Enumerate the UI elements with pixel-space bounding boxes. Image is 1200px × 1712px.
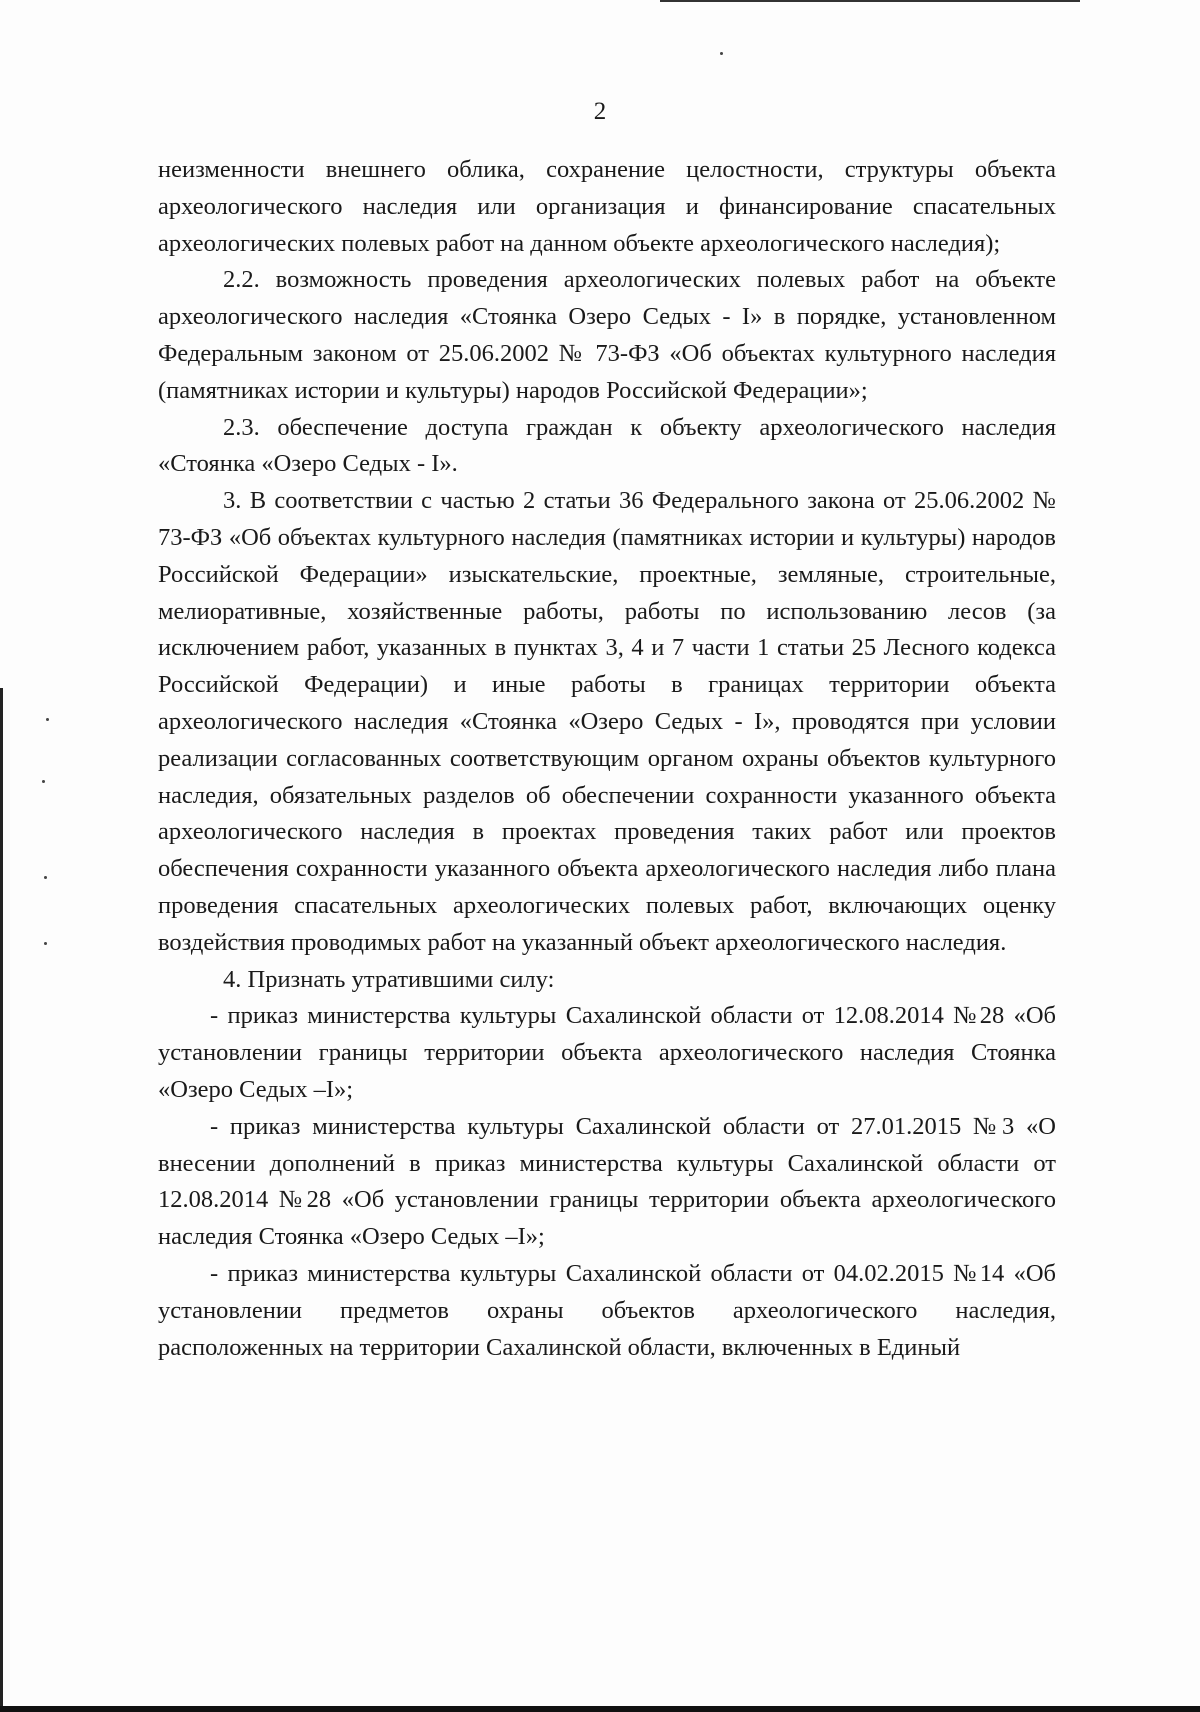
document-body <box>158 152 1056 1366</box>
paragraph-continuation: неизменности внешнего облика, сохранение целостности, структуры объекта археологического наследия или организация и финансирование спасательных археологических полевых работ на данном объекте археологического наследия); <box>158 156 1056 257</box>
paragraph-2-3: 2.3. обеспечение доступа граждан к объекту археологического наследия «Стоянка «Озеро Седых - I». <box>158 413 1056 478</box>
scan-speck <box>44 876 47 879</box>
scan-edge-bottom <box>0 1706 1200 1712</box>
scan-speck <box>720 52 723 55</box>
scan-edge-left <box>0 688 3 1712</box>
list-item-order-3: - приказ министерства культуры Сахалинской области от 27.01.2015 №3 «О внесении дополнений в приказ министерства культуры Сахалинской области от 12.08.2014 №28 «Об установлении границы территории объекта археологического наследия Стоянка «Озеро Седых –I»; <box>158 1112 1056 1251</box>
paragraph-4: 4. Признать утратившими силу: <box>223 965 555 993</box>
page-number: 2 <box>593 98 607 125</box>
scan-speck <box>44 942 47 945</box>
scan-edge-top <box>660 0 1080 2</box>
scan-speck <box>46 718 49 721</box>
list-item-order-14: - приказ министерства культуры Сахалинской области от 04.02.2015 №14 «Об установлении предметов охраны объектов археологического наследия, расположенных на территории Сахалинской области, включенных в Единый <box>158 1259 1056 1361</box>
list-item-order-28: - приказ министерства культуры Сахалинской области от 12.08.2014 №28 «Об установлении границы территории объекта археологического наследия Стоянка «Озеро Седых –I»; <box>158 1002 1056 1103</box>
paragraph-3: 3. В соответствии с частью 2 статьи 36 Федерального закона от 25.06.2002 № 73-ФЗ «Об объектах культурного наследия (памятниках истории и культуры) народов Российской Федерации» изыскательские, проектные, земляные, строительные, мелиоративные, хозяйственные работы, работы по использованию лесов (за исключением работ, указанных в пунктах 3, 4 и 7 части 1 статьи 25 Лесного кодекса Российской Федерации) и иные работы в границах территории объекта археологического наследия «Стоянка «Озеро Седых - I», проводятся при условии реализации согласованных соответствующим органом охраны объектов культурного наследия, обязательных разделов об обеспечении сохранности указанного объекта археологического наследия в проектах проведения таких работ или проектов обеспечения сохранности указанного объекта археологического наследия либо плана проведения спасательных археологических полевых работ, включающих оценку воздействия проводимых работ на указанный объект археологического наследия. <box>158 487 1056 956</box>
scan-speck <box>42 780 45 783</box>
paragraph-2-2: 2.2. возможность проведения археологических полевых работ на объекте археологического наследия «Стоянка Озеро Седых - I» в порядке, установленном Федеральным законом от 25.06.2002 № 73-ФЗ «Об объектах культурного наследия (памятниках истории и культуры) народов Российской Федерации»; <box>158 266 1056 404</box>
